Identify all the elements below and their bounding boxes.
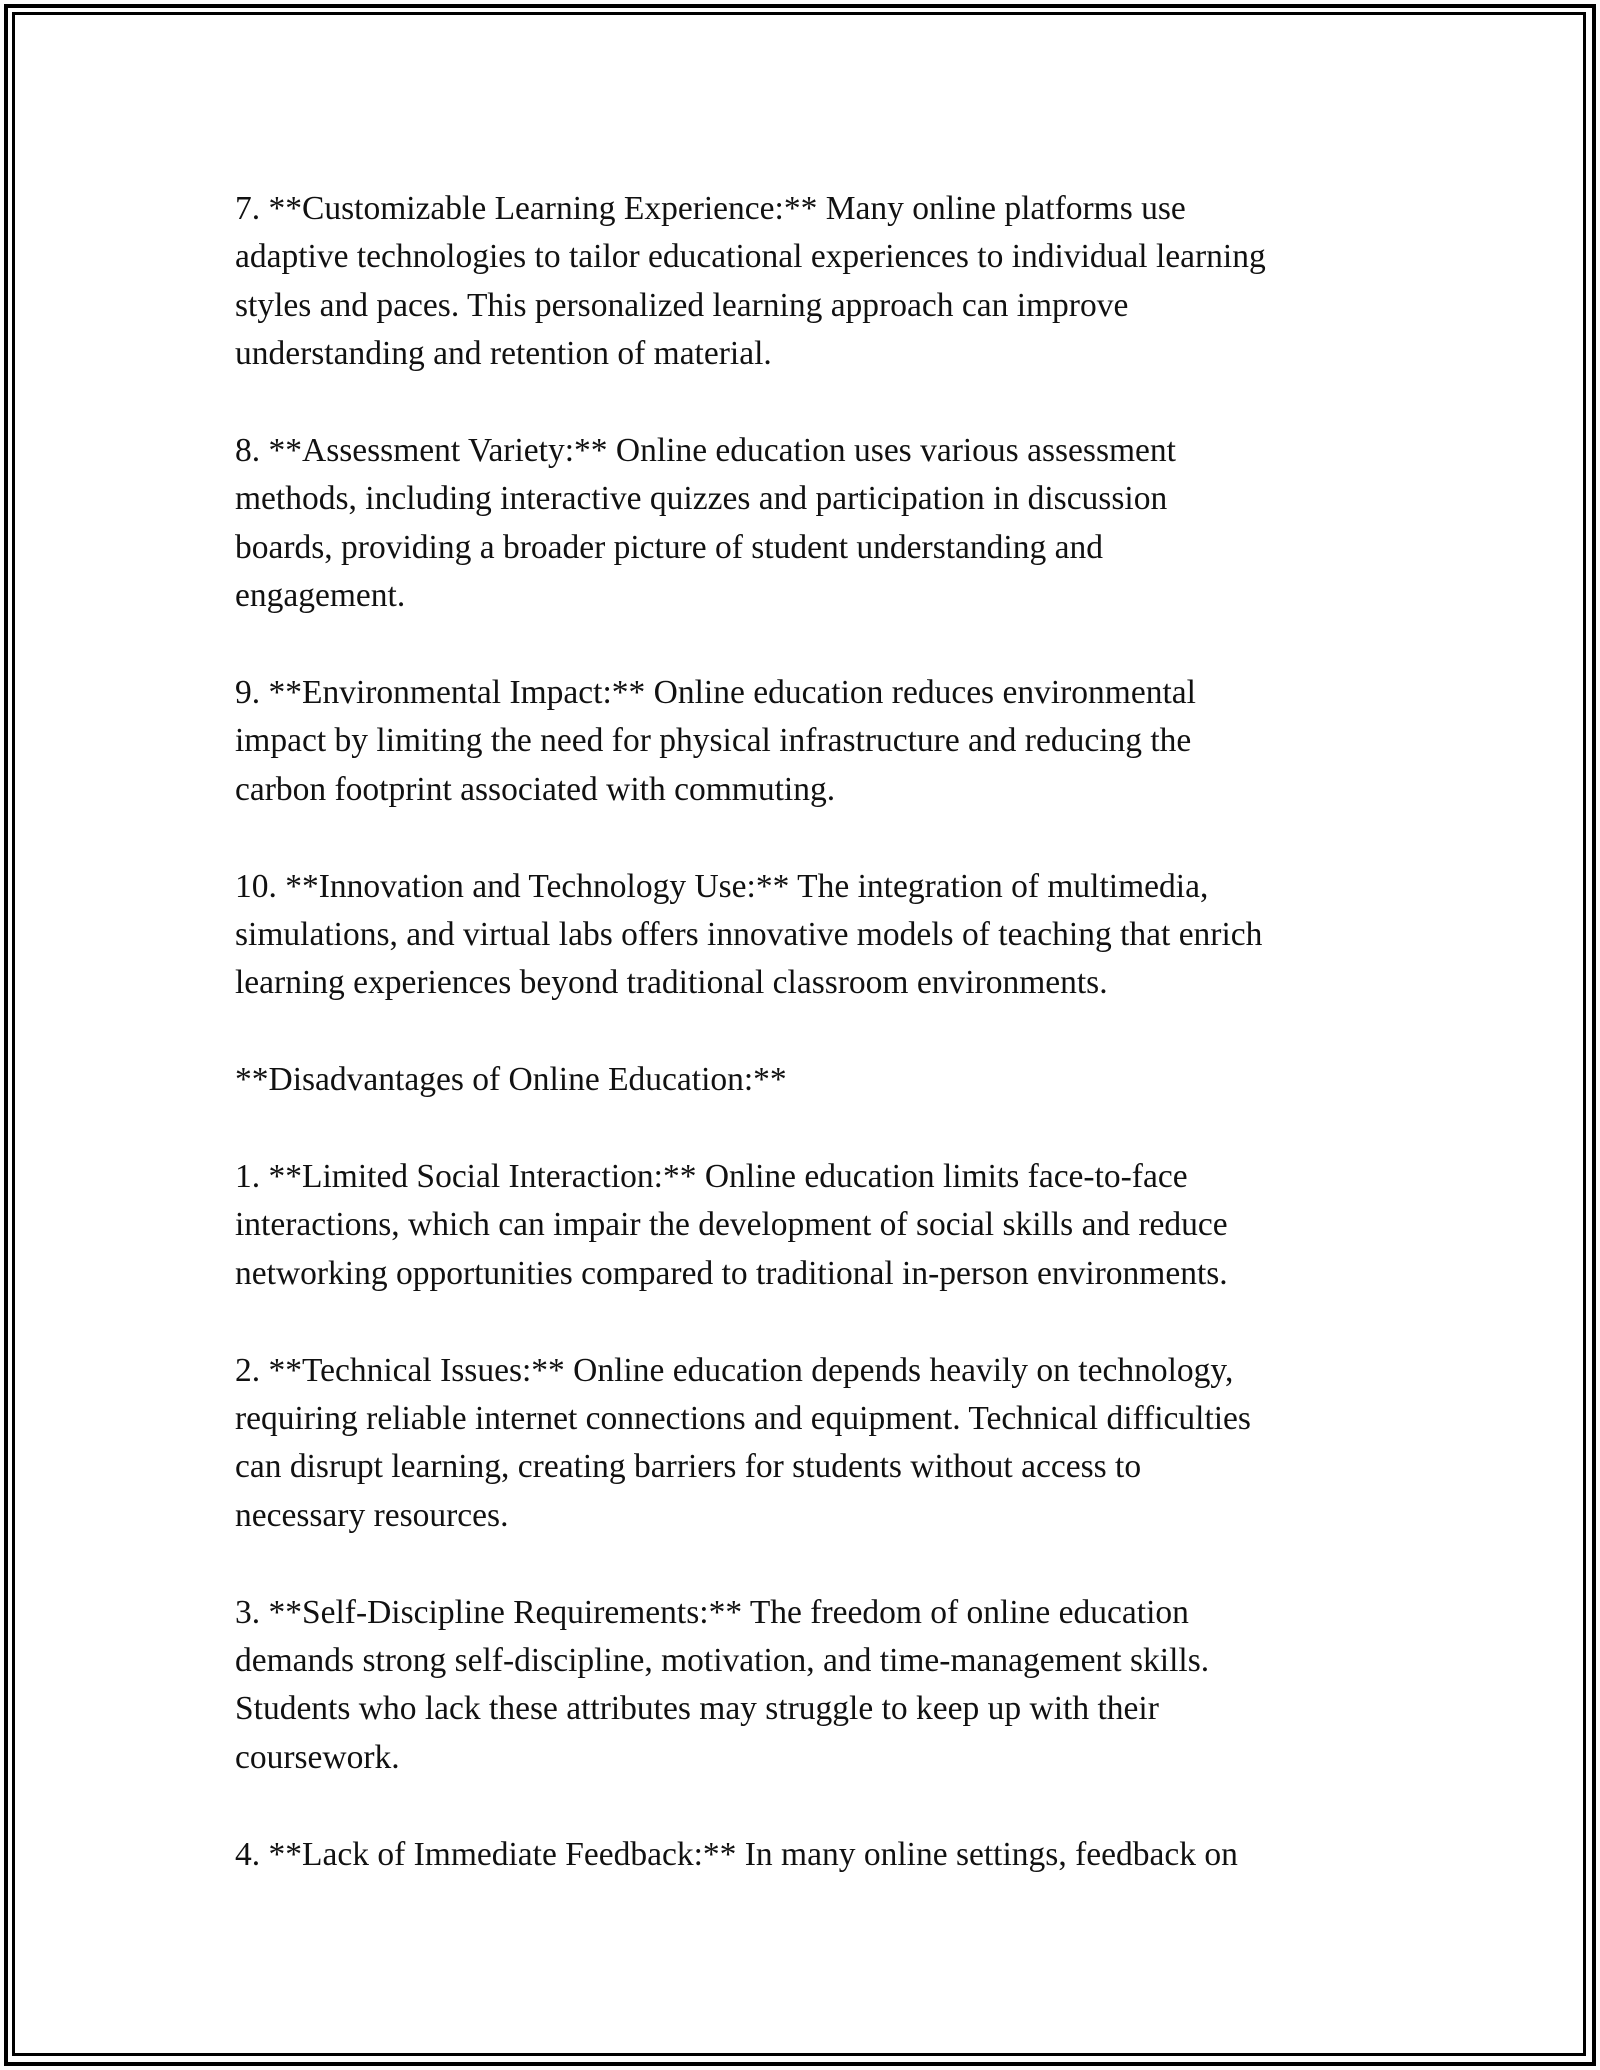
text-line: can disrupt learning, creating barriers for students without access to xyxy=(235,1448,1142,1486)
text-line: Students who lack these attributes may struggle to keep up with their xyxy=(235,1690,1159,1728)
text-line: 7. **Customizable Learning Experience:** Many online platforms use xyxy=(235,190,1186,227)
text-line: styles and paces. This personalized learning approach can improve xyxy=(235,286,1129,324)
text-line: demands strong self-discipline, motivation, and time-management skills. xyxy=(235,1642,1210,1680)
text-line: carbon footprint associated with commuting. xyxy=(235,770,836,808)
text-line: 10. **Innovation and Technology Use:** The integration of multimedia, xyxy=(235,867,1209,905)
text-line: interactions, which can impair the development of social skills and reduce xyxy=(235,1206,1228,1244)
text-line: 2. **Technical Issues:** Online education depends heavily on technology, xyxy=(235,1351,1234,1389)
paragraph-customizable-learning xyxy=(235,185,1385,379)
text-line: 3. **Self-Discipline Requirements:** The freedom of online education xyxy=(235,1593,1189,1631)
text-line: adaptive technologies to tailor educational experiences to individual learning xyxy=(235,238,1266,276)
document-body xyxy=(235,185,1385,1879)
paragraph-immediate-feedback xyxy=(235,1831,1385,1879)
text-line: 8. **Assessment Variety:** Online education uses various assessment xyxy=(235,432,1176,470)
paragraph-assessment-variety xyxy=(235,427,1385,621)
text-line: simulations, and virtual labs offers innovative models of teaching that enrich xyxy=(235,916,1263,954)
text-line: boards, providing a broader picture of student understanding and xyxy=(235,528,1103,566)
section-heading-disadvantages xyxy=(235,1056,1385,1104)
text-line: necessary resources. xyxy=(235,1496,509,1534)
text-line: 4. **Lack of Immediate Feedback:** In many online settings, feedback on xyxy=(235,1835,1238,1873)
text-line: **Disadvantages of Online Education:** xyxy=(235,1061,787,1099)
paragraph-innovation-technology xyxy=(235,863,1385,1008)
text-line: impact by limiting the need for physical infrastructure and reducing the xyxy=(235,722,1192,760)
text-line: coursework. xyxy=(235,1738,400,1776)
text-line: methods, including interactive quizzes and participation in discussion xyxy=(235,480,1168,518)
text-line: requiring reliable internet connections and equipment. Technical difficulties xyxy=(235,1400,1251,1438)
text-line: learning experiences beyond traditional classroom environments. xyxy=(235,964,1108,1002)
paragraph-self-discipline xyxy=(235,1589,1385,1783)
text-line: 1. **Limited Social Interaction:** Online education limits face-to-face xyxy=(235,1158,1188,1196)
text-line: understanding and retention of material. xyxy=(235,335,772,373)
paragraph-limited-social-interaction xyxy=(235,1153,1385,1298)
text-line: networking opportunities compared to traditional in-person environments. xyxy=(235,1254,1228,1292)
paragraph-environmental-impact xyxy=(235,669,1385,814)
text-line: 9. **Environmental Impact:** Online education reduces environmental xyxy=(235,674,1196,712)
paragraph-technical-issues xyxy=(235,1347,1385,1541)
text-line: engagement. xyxy=(235,577,406,615)
